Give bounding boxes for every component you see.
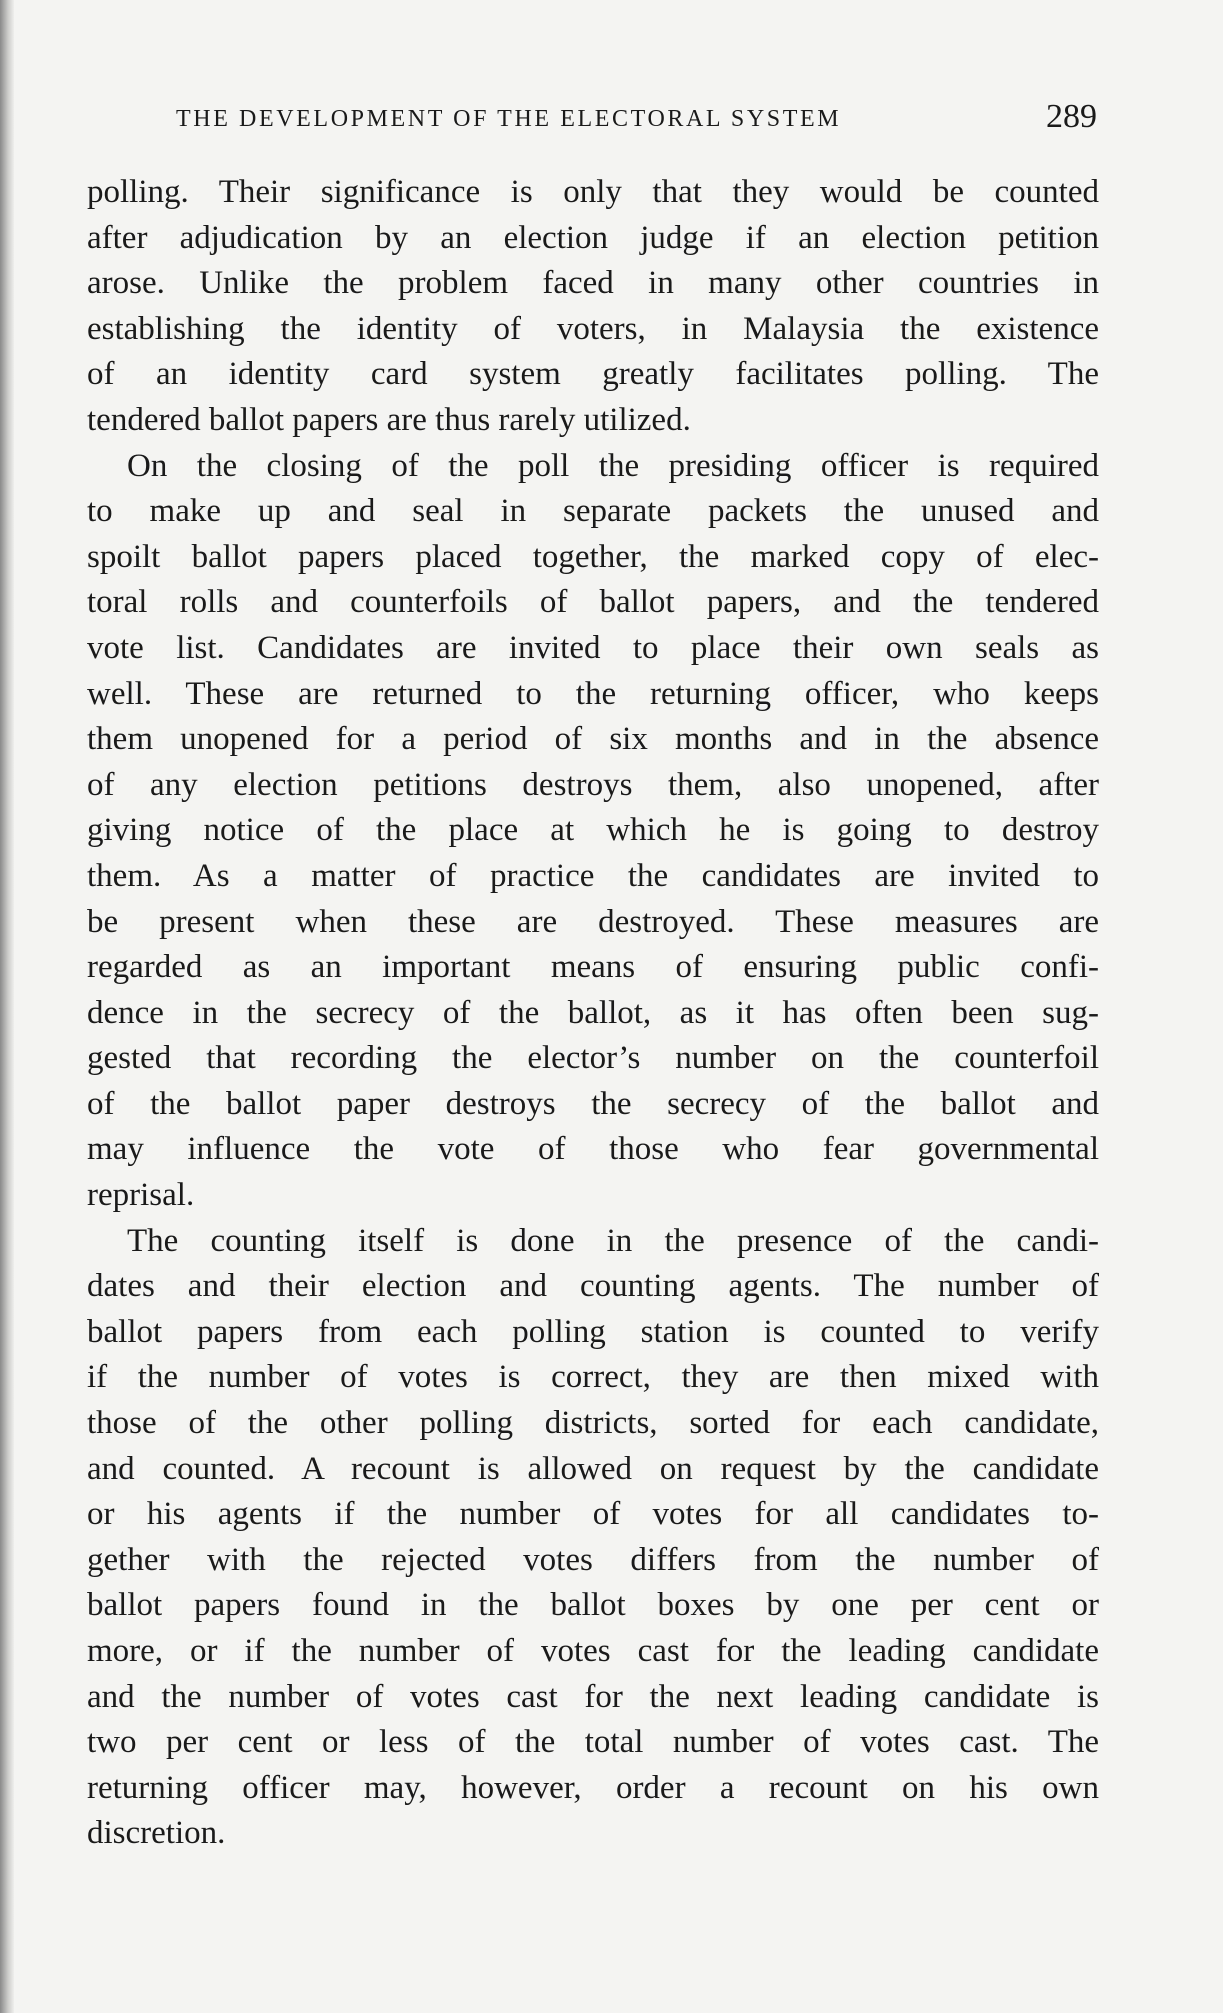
page-number: 289 — [1046, 98, 1097, 135]
text-line: two per cent or less of the total number of votes cast. The — [87, 1724, 1099, 1761]
text-line: well. These are returned to the returning officer, who keeps — [87, 675, 1099, 712]
text-line: establishing the identity of voters, in Malaysia the existence — [87, 310, 1099, 347]
text-line: vote list. Candidates are invited to place their own seals as — [87, 629, 1099, 666]
text-line: polling. Their significance is only that they would be counted — [87, 174, 1099, 210]
page-header — [176, 98, 1097, 142]
text-line: tendered ballot papers are thus rarely utilized. — [87, 401, 691, 438]
text-line: dence in the secrecy of the ballot, as it has often been sug- — [87, 994, 1099, 1031]
text-line: of the ballot paper destroys the secrecy of the ballot and — [87, 1085, 1099, 1122]
text-line: arose. Unlike the problem faced in many other countries in — [87, 265, 1099, 302]
text-line: and the number of votes cast for the next leading candidate is — [87, 1678, 1099, 1715]
text-line: of an identity card system greatly facilitates polling. The — [87, 356, 1099, 393]
paragraph — [87, 1219, 1099, 1857]
text-line: returning officer may, however, order a recount on his own — [87, 1769, 1099, 1806]
text-line: and counted. A recount is allowed on request by the candidate — [87, 1450, 1099, 1487]
text-line: giving notice of the place at which he is going to destroy — [87, 812, 1099, 849]
paragraph — [87, 170, 1099, 444]
text-line: or his agents if the number of votes for all candidates to- — [87, 1496, 1099, 1533]
text-line: ballot papers from each polling station is counted to verify — [87, 1313, 1099, 1350]
text-line: discretion. — [87, 1815, 226, 1852]
text-line: of any election petitions destroys them, also unopened, after — [87, 766, 1099, 803]
text-line: be present when these are destroyed. These measures are — [87, 903, 1099, 940]
text-line: gested that recording the elector’s number on the counterfoil — [87, 1040, 1099, 1077]
text-line: toral rolls and counterfoils of ballot papers, and the tendered — [87, 584, 1099, 621]
body-text — [87, 170, 1099, 1857]
text-line: On the closing of the poll the presiding officer is required — [127, 447, 1099, 484]
text-line: spoilt ballot papers placed together, the marked copy of elec- — [87, 538, 1099, 575]
paragraph — [87, 444, 1099, 1219]
text-line: them. As a matter of practice the candidates are invited to — [87, 857, 1099, 894]
text-line: if the number of votes is correct, they are then mixed with — [87, 1359, 1099, 1396]
text-line: them unopened for a period of six months and in the absence — [87, 721, 1099, 758]
running-title: THE DEVELOPMENT OF THE ELECTORAL SYSTEM — [176, 106, 842, 132]
text-line: ballot papers found in the ballot boxes by one per cent or — [87, 1587, 1099, 1624]
text-line: those of the other polling districts, sorted for each candidate, — [87, 1405, 1099, 1442]
text-line: dates and their election and counting agents. The number of — [87, 1268, 1099, 1305]
text-line: regarded as an important means of ensuring public confi- — [87, 949, 1099, 986]
text-line: reprisal. — [87, 1177, 195, 1214]
text-line: may influence the vote of those who fear governmental — [87, 1131, 1099, 1168]
text-line: more, or if the number of votes cast for the leading candidate — [87, 1633, 1099, 1669]
text-line: The counting itself is done in the presence of the candi- — [127, 1222, 1099, 1259]
text-line: gether with the rejected votes differs from the number of — [87, 1541, 1099, 1578]
page-binding-edge — [0, 0, 14, 2013]
text-line: after adjudication by an election judge if an election petition — [87, 219, 1099, 256]
text-line: to make up and seal in separate packets the unused and — [87, 493, 1099, 530]
